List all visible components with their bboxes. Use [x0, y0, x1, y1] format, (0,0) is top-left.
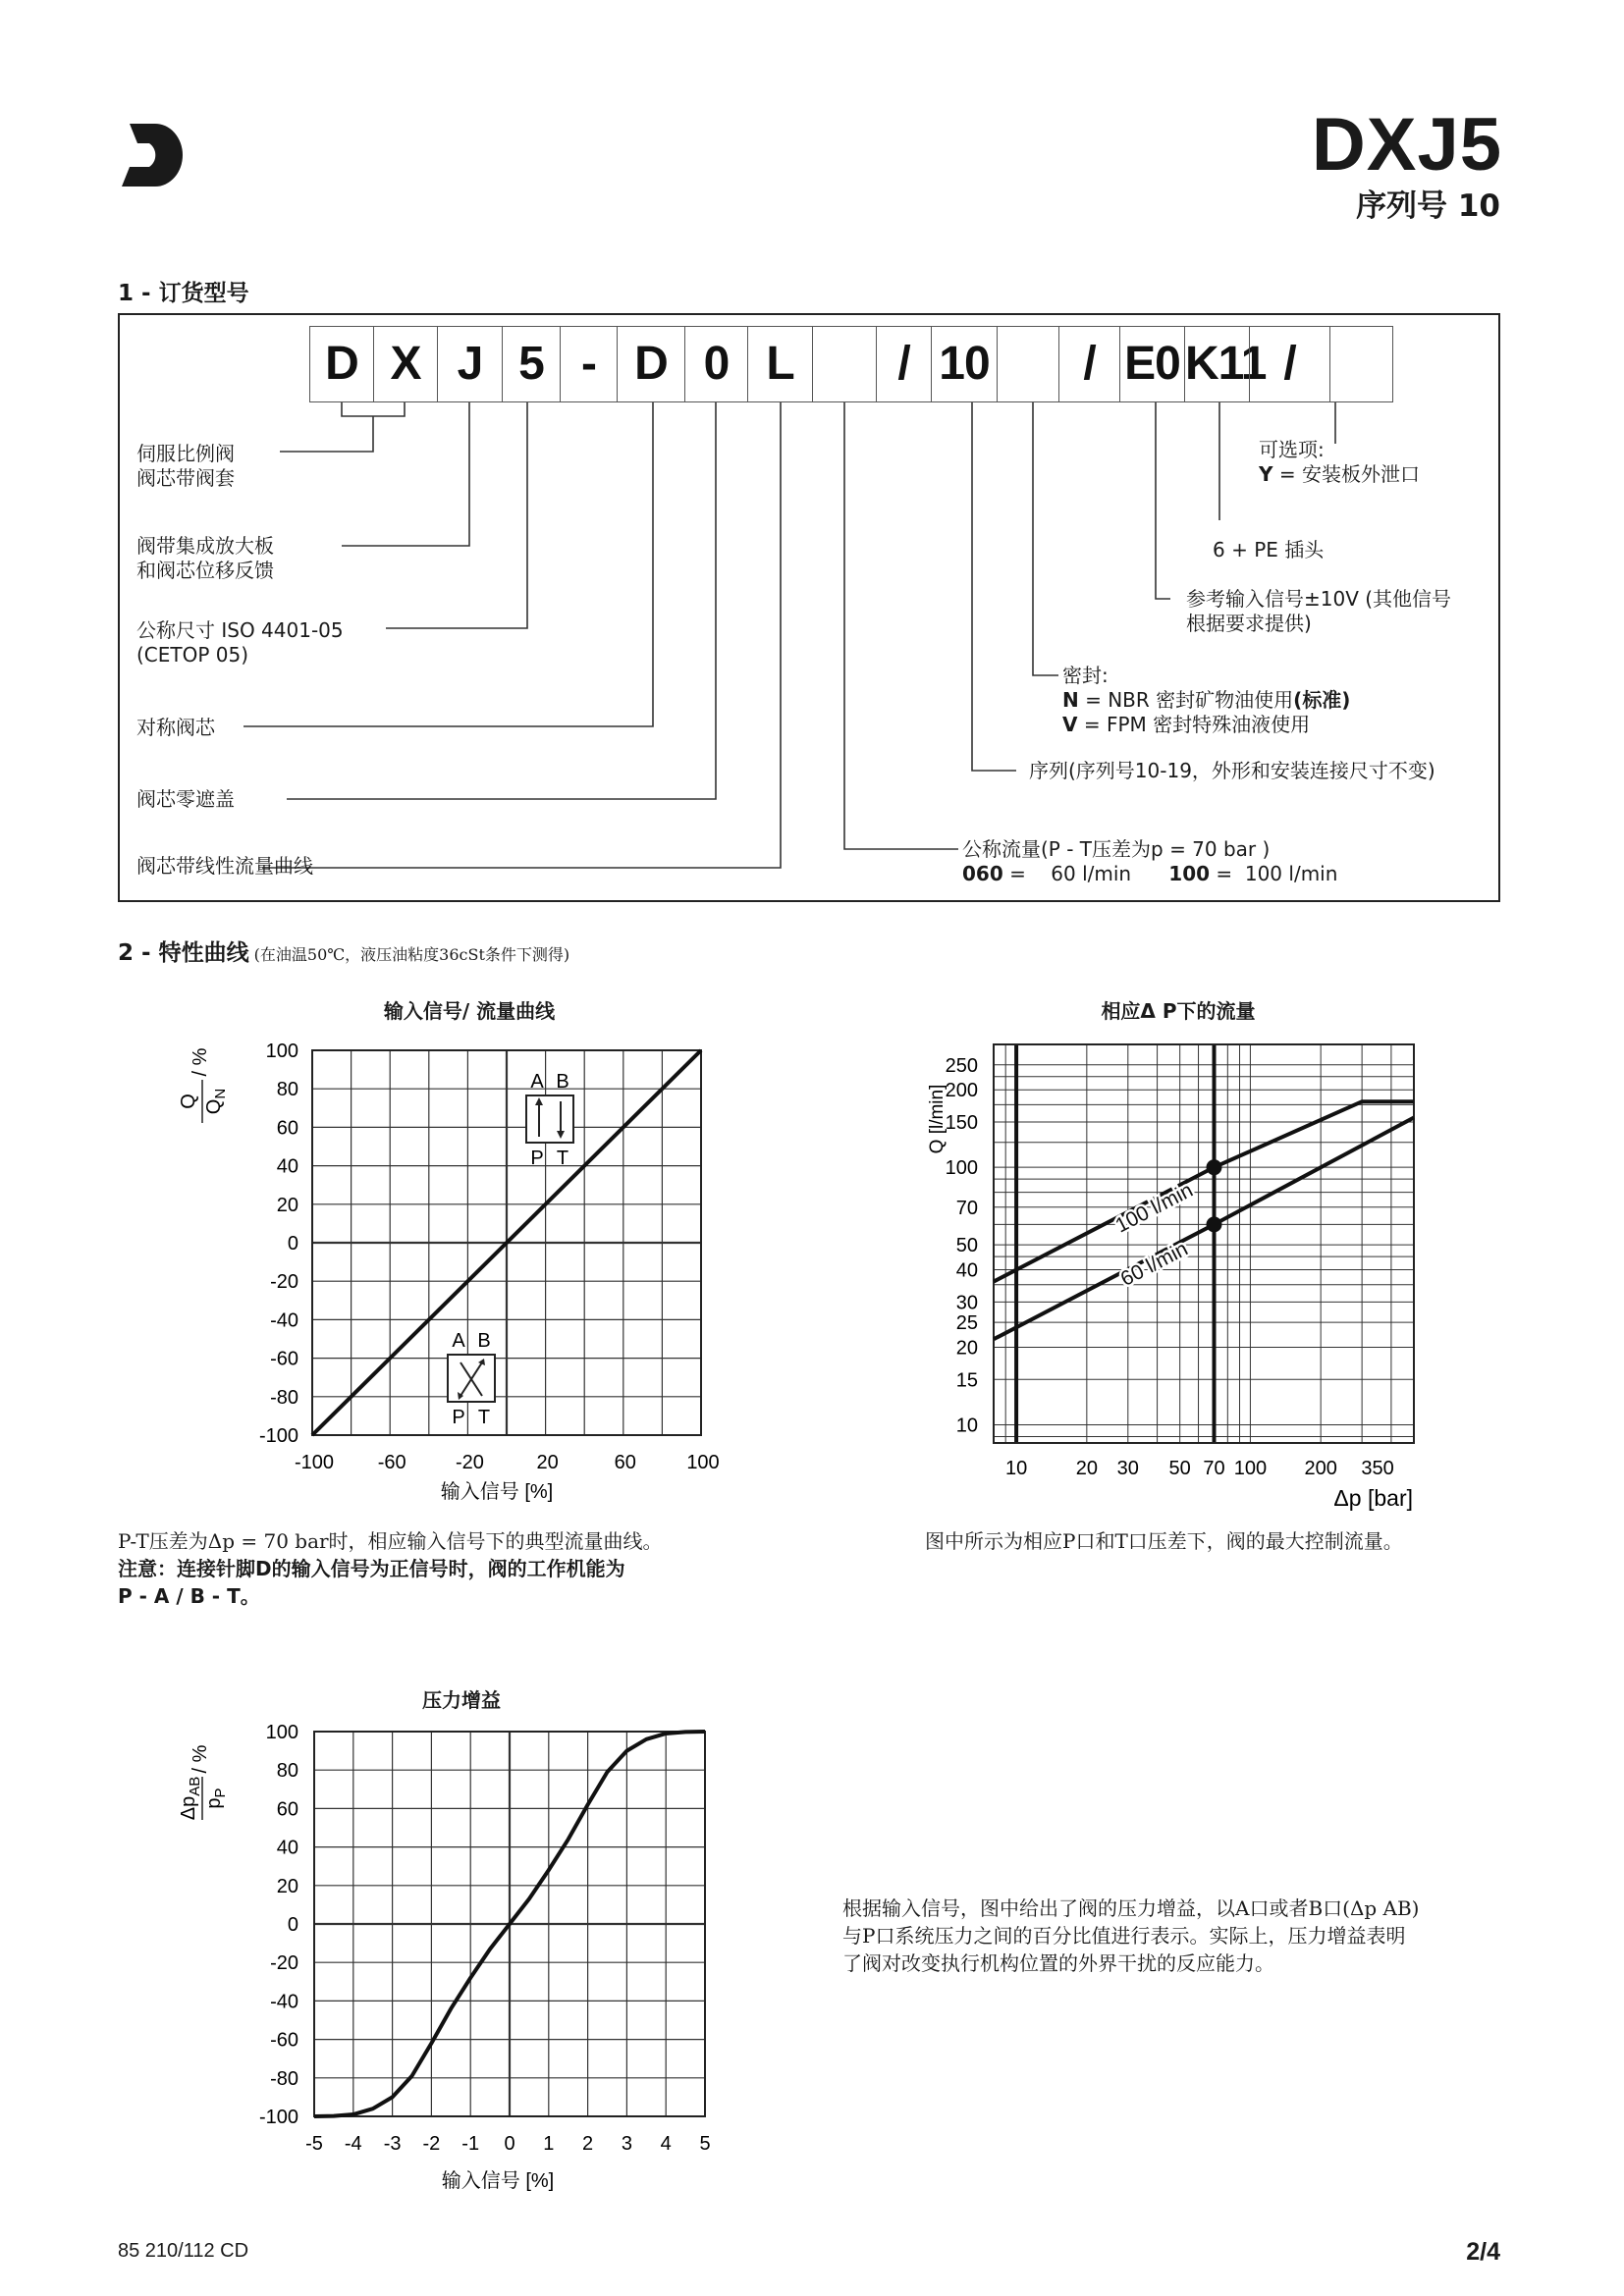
- code-cell: 5: [502, 326, 561, 402]
- valve-symbol-parallel: [526, 1095, 573, 1143]
- chart3-ytick: -80: [270, 2067, 298, 2090]
- chart1-title: 输入信号/ 流量曲线: [383, 999, 556, 1023]
- chart3-ytick: 80: [276, 1760, 298, 1783]
- chart1-ytick: 80: [276, 1079, 298, 1101]
- chart3-xtick: -5: [305, 2133, 323, 2155]
- chart3-ytick: -40: [270, 1991, 298, 2013]
- chart1-ylabel: [178, 1047, 229, 1123]
- chart2-ytick: 25: [955, 1312, 978, 1335]
- label-zero-overlap: 阀芯零遮盖: [136, 787, 235, 811]
- code-cell: L: [747, 326, 813, 402]
- chart3-ytick: 20: [276, 1875, 298, 1897]
- code-cell: D: [309, 326, 374, 402]
- flow-curve-notes: P-T压差为Δp = 70 bar时，相应输入信号下的典型流量曲线。 注意：连接针脚D的输入信号为正信号时，阀的工作机能为 P - A / B - T。: [118, 1529, 663, 1608]
- code-cell: /: [1058, 326, 1120, 402]
- chart2-series-label: 100 l/min: [1111, 1178, 1197, 1238]
- chart2-xtick: 350: [1361, 1458, 1394, 1479]
- chart2-xtick: 70: [1203, 1458, 1225, 1479]
- section2-title: 2 - 特性曲线: [118, 940, 249, 966]
- chart1-ylabel-unit: / %: [189, 1047, 211, 1077]
- chart2-series-line: [994, 1101, 1414, 1281]
- pressure-gain-note: 根据输入信号，图中给出了阀的压力增益，以A口或者B口(Δp AB) 与P口系统压力之间的百分比值进行表示。实际上，压力增益表明 了阀对改变执行机构位置的外界干扰的反应能力。: [842, 1896, 1420, 1975]
- chart3-title: 压力增益: [422, 1688, 501, 1712]
- chart2-ytick: 15: [955, 1369, 978, 1392]
- valve-port-label: A: [452, 1330, 465, 1352]
- label-plug: 6 + PE 插头: [1213, 538, 1325, 561]
- section1-title: 1 - 订货型号: [118, 281, 249, 306]
- valve-port-label: B: [556, 1071, 569, 1093]
- flow-curve-chart: [157, 1021, 727, 1522]
- label-signal: 参考输入信号±10V (其他信号 根据要求提供): [1186, 587, 1452, 635]
- chart3-xtick: -1: [461, 2133, 480, 2155]
- chart3-ytick: 40: [276, 1837, 298, 1859]
- chart3-xtick: 4: [660, 2133, 672, 2155]
- chart1-xtick: 100: [686, 1452, 720, 1473]
- chart2-ytick: 150: [945, 1111, 978, 1134]
- chart1-ylabel-den: $Q_N$: [203, 1088, 229, 1115]
- chart2-ylabel: Q [l/min]: [927, 1084, 947, 1154]
- chart2-ytick: 50: [955, 1235, 978, 1257]
- valve-port-label: P: [530, 1148, 544, 1169]
- chart2-marker: [1207, 1159, 1222, 1175]
- code-cell: -: [560, 326, 618, 402]
- page-number: 2/4: [1466, 2238, 1500, 2266]
- label-options: 可选项: Y = 安装板外泄口: [1259, 438, 1420, 486]
- label-nominal-flow: 公称流量(P - T压差为p = 70 bar ) 060 = 60 l/min 100 = 100 l/min: [962, 837, 1338, 885]
- chart3-xtick: 0: [504, 2133, 515, 2155]
- chart1-xtick: 20: [536, 1452, 559, 1473]
- chart2-ytick: 100: [945, 1157, 978, 1180]
- code-cell: /: [876, 326, 932, 402]
- valve-port-label: T: [477, 1407, 491, 1428]
- code-cell: K11: [1184, 326, 1250, 402]
- chart1-xtick: -100: [294, 1452, 335, 1473]
- chart2-ytick: 40: [955, 1259, 978, 1282]
- label-servo-valve: 伺服比例阀 阀芯带阀套: [136, 442, 235, 490]
- label-series-note: 序列(序列号10-19，外形和安装连接尺寸不变): [1029, 759, 1435, 782]
- model-title: DXJ5: [1311, 103, 1502, 187]
- chart1-ylabel-num: Q: [178, 1094, 199, 1109]
- chart3-ytick: 100: [265, 1722, 298, 1743]
- valve-port-label: B: [477, 1330, 491, 1352]
- chart3-ytick: -20: [270, 1952, 298, 1975]
- chart2-ytick: 10: [955, 1415, 978, 1437]
- chart2-frame: [994, 1044, 1414, 1443]
- code-cell: /: [1249, 326, 1330, 402]
- chart1-xtick: -60: [377, 1452, 406, 1473]
- chart2-xtick: 10: [1004, 1458, 1028, 1479]
- chart2-series-line: [994, 1117, 1414, 1339]
- chart3-ytick: -100: [258, 2107, 298, 2128]
- code-cell: 10: [931, 326, 998, 402]
- label-symmetric-spool: 对称阀芯: [136, 716, 215, 739]
- label-seal: 密封: N = NBR 密封矿物油使用(标准) V = FPM 密封特殊油液使用: [1062, 664, 1351, 736]
- chart3-ylabel-den: $p_P$: [203, 1788, 229, 1809]
- chart3-ytick: 60: [276, 1798, 298, 1821]
- chart2-xtick: 20: [1075, 1458, 1098, 1479]
- chart2-ytick: 200: [945, 1080, 978, 1102]
- chart3-xtick: -3: [383, 2133, 402, 2155]
- chart1-ytick: 60: [276, 1117, 298, 1140]
- chart3-xtick: -2: [422, 2133, 441, 2155]
- chart1-ytick: -20: [270, 1271, 298, 1294]
- chart3-ylabel-num: $\Delta p_{AB}$: [178, 1776, 203, 1821]
- code-cell: E0: [1119, 326, 1185, 402]
- chart1-xtick: 60: [614, 1452, 636, 1473]
- chart1-ytick: 20: [276, 1194, 298, 1216]
- chart3-xtick: 1: [543, 2133, 555, 2155]
- chart1-ytick: -40: [270, 1309, 298, 1332]
- chart2-xtick: 200: [1304, 1458, 1337, 1479]
- chart2-title: 相应Δ P下的流量: [1101, 999, 1256, 1023]
- chart3-xtick: 5: [699, 2133, 711, 2155]
- chart2-ytick: 30: [955, 1292, 978, 1314]
- code-cell: D: [617, 326, 685, 402]
- document-number: 85 210/112 CD: [118, 2240, 249, 2262]
- chart2-xtick: 30: [1116, 1458, 1139, 1479]
- code-cell: X: [373, 326, 438, 402]
- chart3-ytick: -60: [270, 2029, 298, 2052]
- valve-port-label: A: [530, 1071, 544, 1093]
- chart1-ytick: 100: [265, 1041, 298, 1062]
- chart1-ytick: 0: [287, 1233, 298, 1255]
- chart2-series-label: 60 l/min: [1116, 1237, 1192, 1291]
- chart2-ytick: 70: [955, 1197, 978, 1219]
- chart1-ytick: 40: [276, 1155, 298, 1178]
- label-linear-flow: 阀芯带线性流量曲线: [136, 854, 313, 878]
- max-flow-chart: [913, 1021, 1424, 1512]
- chart3-ylabel: [178, 1744, 229, 1820]
- max-flow-note: 图中所示为相应P口和T口压差下，阀的最大控制流量。: [925, 1529, 1403, 1553]
- chart1-xlabel: 输入信号 [%]: [440, 1481, 554, 1503]
- label-integrated-amplifier: 阀带集成放大板 和阀芯位移反馈: [136, 534, 274, 582]
- chart2-ytick: 20: [955, 1337, 978, 1360]
- section2-subtitle: (在油温50℃，液压油粘度36cSt条件下测得): [253, 945, 570, 964]
- chart1-ytick: -100: [258, 1425, 298, 1447]
- chart2-marker: [1207, 1216, 1222, 1232]
- code-cell: 0: [684, 326, 748, 402]
- chart2-xlabel: Δp [bar]: [1333, 1485, 1413, 1511]
- chart2-ytick: 250: [945, 1054, 978, 1077]
- chart1-ytick: -80: [270, 1386, 298, 1409]
- pressure-gain-chart: [157, 1710, 727, 2191]
- code-cell: J: [437, 326, 503, 402]
- valve-port-label: P: [452, 1407, 465, 1428]
- chart1-ytick: -60: [270, 1348, 298, 1370]
- chart3-ylabel-unit: / %: [189, 1744, 211, 1774]
- chart3-ytick: 0: [287, 1914, 298, 1936]
- section2-heading: [118, 934, 569, 967]
- chart3-xlabel: 输入信号 [%]: [441, 2170, 555, 2191]
- chart3-xtick: 2: [582, 2133, 594, 2155]
- label-nominal-size: 公称尺寸 ISO 4401-05 (CETOP 05): [136, 618, 344, 667]
- series-subtitle: 序列号 10: [1356, 188, 1500, 224]
- chart2-xtick: 50: [1168, 1458, 1191, 1479]
- valve-port-label: T: [556, 1148, 569, 1169]
- chart3-xtick: -4: [344, 2133, 362, 2155]
- chart2-xtick: 100: [1233, 1458, 1268, 1479]
- chart1-xtick: -20: [455, 1452, 484, 1473]
- chart3-xtick: 3: [621, 2133, 632, 2155]
